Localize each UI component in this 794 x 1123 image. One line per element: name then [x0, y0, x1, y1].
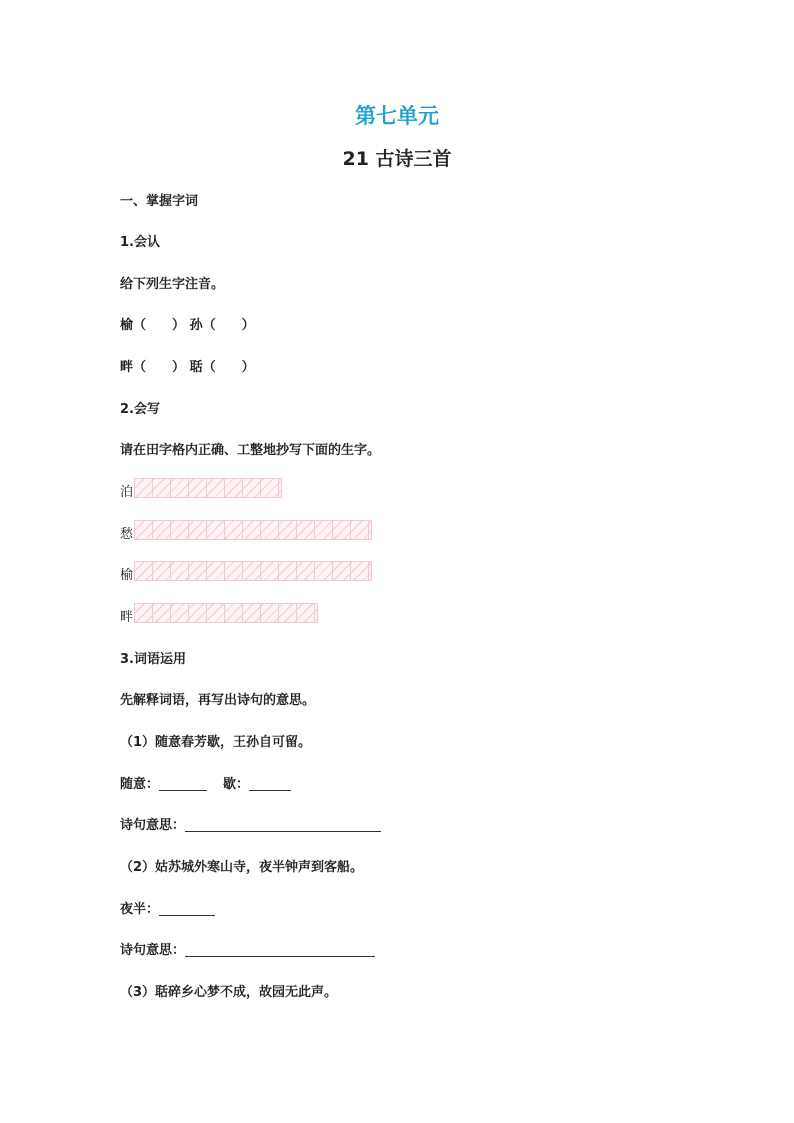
section-heading: 一、掌握字词 — [120, 194, 199, 209]
answer-blank[interactable] — [159, 903, 215, 916]
pinyin-blank[interactable]: （ ） — [133, 360, 186, 375]
instruction-write: 请在田字格内正确、工整地抄写下面的生字。 — [120, 443, 381, 458]
answer-blank[interactable] — [185, 944, 375, 957]
pinyin-row-2 — [120, 361, 255, 374]
pinyin-blank[interactable]: （ ） — [202, 318, 255, 333]
pinyin-row-1 — [120, 319, 255, 332]
question-3: （3）聒碎乡心梦不成，故园无此声。 — [120, 985, 338, 1000]
write-char-label: 愁 — [120, 527, 134, 542]
q2-meaning-row — [120, 944, 375, 957]
subsection-recognize: 1.会认 — [120, 235, 160, 250]
question-1: （1）随意春芳歇，王孙自可留。 — [120, 735, 312, 750]
write-char-label: 泊 — [120, 485, 134, 500]
meaning-label: 诗句意思： — [120, 943, 186, 958]
word-label: 歇： — [223, 777, 250, 792]
q1-meaning-row — [120, 819, 381, 832]
pinyin-char: 畔 — [120, 360, 134, 375]
instruction-usage: 先解释词语，再写出诗句的意思。 — [120, 693, 316, 708]
writing-grid[interactable] — [134, 520, 372, 540]
q2-words-row — [120, 903, 215, 916]
writing-grid[interactable] — [134, 603, 318, 623]
writing-grid[interactable] — [134, 478, 282, 498]
write-char-label: 榆 — [120, 568, 134, 583]
word-label: 夜半： — [120, 902, 160, 917]
answer-blank[interactable] — [159, 778, 207, 791]
unit-title: 第七单元 — [355, 104, 439, 128]
pinyin-char: 榆 — [120, 318, 134, 333]
word-label: 随意： — [120, 777, 160, 792]
writing-grid[interactable] — [134, 561, 372, 581]
meaning-label: 诗句意思： — [120, 818, 186, 833]
pinyin-blank[interactable]: （ ） — [133, 318, 186, 333]
question-2: （2）姑苏城外寒山寺，夜半钟声到客船。 — [120, 860, 364, 875]
answer-blank[interactable] — [249, 778, 291, 791]
instruction-pinyin: 给下列生字注音。 — [120, 277, 225, 292]
subsection-usage: 3.词语运用 — [120, 652, 186, 667]
subsection-write: 2.会写 — [120, 402, 160, 417]
pinyin-char: 孙 — [189, 318, 203, 333]
write-char-label: 畔 — [120, 610, 134, 625]
lesson-title: 21 古诗三首 — [342, 148, 452, 170]
pinyin-blank[interactable]: （ ） — [202, 360, 255, 375]
q1-words-row — [120, 778, 291, 791]
answer-blank[interactable] — [185, 819, 381, 832]
pinyin-char: 聒 — [189, 360, 203, 375]
